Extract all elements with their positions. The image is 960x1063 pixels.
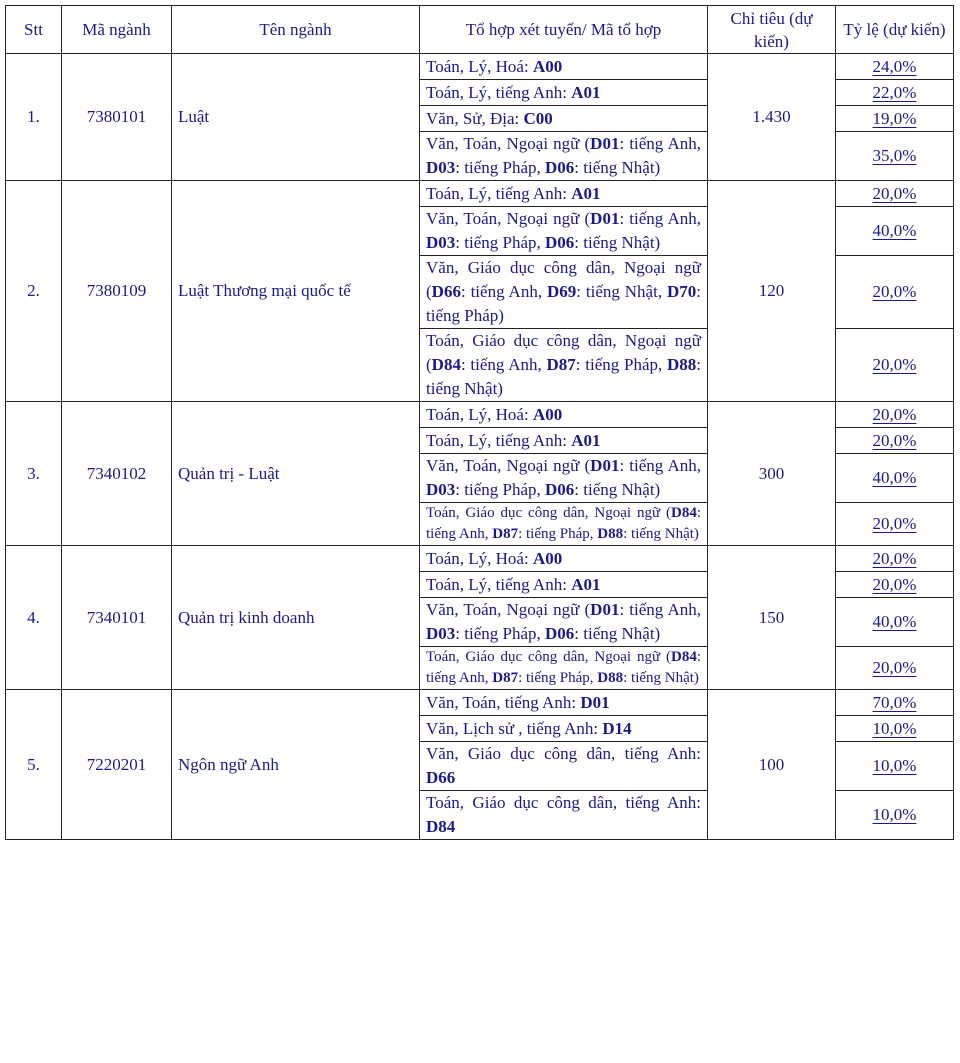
header-major-name: Tên ngành <box>172 6 420 54</box>
combination-code: D84 <box>431 355 461 374</box>
combination-code: D87 <box>492 670 519 686</box>
major-code: 7380109 <box>62 181 172 402</box>
table-row <box>6 690 954 716</box>
ratio-cell <box>836 181 954 207</box>
major-name: Ngôn ngữ Anh <box>172 690 420 840</box>
subject-combination <box>420 54 708 80</box>
combination-text: : tiếng Pháp, <box>455 480 545 499</box>
combination-code: D06 <box>545 158 575 177</box>
ratio-value: 10,0% <box>872 805 917 824</box>
ratio-value: 20,0% <box>872 514 917 533</box>
combination-text: : tiếng Anh, <box>460 282 547 301</box>
major-quota: 120 <box>708 181 836 402</box>
combination-code: A01 <box>571 183 601 203</box>
major-name: Luật <box>172 54 420 181</box>
combination-code: D01 <box>580 692 610 712</box>
ratio-value: 20,0% <box>872 430 917 450</box>
combination-code: D66 <box>431 282 461 301</box>
combination-code: D03 <box>426 158 456 177</box>
admissions-table <box>5 5 954 840</box>
combination-code: D88 <box>666 355 697 374</box>
header-stt: Stt <box>6 6 62 54</box>
combination-text: : tiếng Nhật) <box>574 233 661 252</box>
header-subject-combination: Tổ hợp xét tuyển/ Mã tổ hợp <box>420 6 708 54</box>
major-name: Quản trị kinh doanh <box>172 546 420 690</box>
combination-text: : tiếng Anh, <box>426 505 701 542</box>
ratio-cell <box>836 54 954 80</box>
combination-text: : tiếng Pháp, <box>455 233 545 252</box>
combination-code: D06 <box>545 233 575 252</box>
table-row <box>6 54 954 80</box>
ratio-value: 20,0% <box>872 658 917 677</box>
ratio-cell <box>836 428 954 454</box>
combination-text: Văn, Giáo dục công dân, Ngoại ngữ ( <box>426 258 701 301</box>
subject-combination <box>420 132 708 181</box>
combination-code: D01 <box>590 209 620 228</box>
combination-subjects: Toán, Giáo dục công dân, tiếng Anh: <box>426 793 701 812</box>
combination-text: Toán, Giáo dục công dân, Ngoại ngữ ( <box>426 505 671 521</box>
combination-text: Văn, Toán, Ngoại ngữ ( <box>426 600 591 619</box>
ratio-cell <box>836 132 954 181</box>
major-stt: 4. <box>6 546 62 690</box>
subject-combination <box>420 402 708 428</box>
subject-combination <box>420 647 708 690</box>
ratio-value: 19,0% <box>872 108 917 128</box>
combination-code: A01 <box>571 82 601 102</box>
ratio-cell <box>836 402 954 428</box>
major-stt: 3. <box>6 402 62 546</box>
ratio-value: 20,0% <box>872 574 917 594</box>
combination-text: : tiếng Nhật) <box>426 355 701 398</box>
ratio-cell <box>836 80 954 106</box>
ratio-value: 20,0% <box>872 355 917 374</box>
combination-text: : tiếng Anh, <box>619 134 701 153</box>
combination-text: : tiếng Nhật, <box>576 282 667 301</box>
subject-combination <box>420 207 708 256</box>
subject-combination <box>420 546 708 572</box>
combination-code: D84 <box>670 649 697 665</box>
combination-text: : tiếng Nhật) <box>574 624 661 643</box>
combination-code: D84 <box>426 817 456 836</box>
combination-text: Toán, Giáo dục công dân, Ngoại ngữ ( <box>426 331 701 374</box>
major-code: 7340102 <box>62 402 172 546</box>
header-ratio: Tỷ lệ (dự kiến) <box>836 6 954 54</box>
combination-text: : tiếng Pháp, <box>575 355 667 374</box>
ratio-value: 40,0% <box>872 612 917 631</box>
header-row <box>6 6 954 54</box>
major-quota: 1.430 <box>708 54 836 181</box>
subject-combination <box>420 716 708 742</box>
ratio-cell <box>836 106 954 132</box>
table-body <box>6 54 954 840</box>
table-row <box>6 402 954 428</box>
major-name: Quản trị - Luật <box>172 402 420 546</box>
combination-subjects: Toán, Lý, Hoá: <box>426 56 533 76</box>
major-code: 7380101 <box>62 54 172 181</box>
ratio-cell <box>836 256 954 329</box>
ratio-value: 20,0% <box>872 404 917 424</box>
combination-subjects: Toán, Lý, tiếng Anh: <box>426 574 572 594</box>
ratio-value: 24,0% <box>872 56 917 76</box>
combination-text: : tiếng Nhật) <box>623 670 699 686</box>
major-code: 7340101 <box>62 546 172 690</box>
major-stt: 2. <box>6 181 62 402</box>
combination-text: : tiếng Anh, <box>460 355 547 374</box>
ratio-cell <box>836 454 954 503</box>
ratio-value: 22,0% <box>872 82 917 102</box>
header-major-code: Mã ngành <box>62 6 172 54</box>
subject-combination <box>420 256 708 329</box>
ratio-value: 40,0% <box>872 221 917 240</box>
ratio-cell <box>836 572 954 598</box>
combination-subjects: Văn, Giáo dục công dân, tiếng Anh: <box>426 744 701 763</box>
combination-code: A00 <box>532 404 563 424</box>
ratio-cell <box>836 716 954 742</box>
ratio-cell <box>836 546 954 572</box>
subject-combination <box>420 329 708 402</box>
ratio-cell <box>836 207 954 256</box>
combination-text: Văn, Toán, Ngoại ngữ ( <box>426 456 591 475</box>
combination-text: Văn, Toán, Ngoại ngữ ( <box>426 134 591 153</box>
subject-combination <box>420 181 708 207</box>
combination-code: D01 <box>590 134 620 153</box>
combination-code: A01 <box>571 430 601 450</box>
combination-code: D06 <box>545 624 575 643</box>
table-row <box>6 546 954 572</box>
ratio-cell <box>836 647 954 690</box>
combination-subjects: Toán, Lý, Hoá: <box>426 548 533 568</box>
header-quota: Chỉ tiêu (dự kiến) <box>708 6 836 54</box>
ratio-value: 20,0% <box>872 282 917 301</box>
ratio-cell <box>836 503 954 546</box>
subject-combination <box>420 106 708 132</box>
combination-subjects: Toán, Lý, tiếng Anh: <box>426 430 572 450</box>
subject-combination <box>420 598 708 647</box>
ratio-cell <box>836 742 954 791</box>
combination-text: : tiếng Anh, <box>619 209 701 228</box>
combination-text: : tiếng Anh, <box>619 456 701 475</box>
combination-text: : tiếng Pháp, <box>518 526 598 542</box>
subject-combination <box>420 572 708 598</box>
subject-combination <box>420 690 708 716</box>
combination-code: D88 <box>597 526 624 542</box>
combination-text: : tiếng Anh, <box>426 649 701 686</box>
combination-subjects: Toán, Lý, tiếng Anh: <box>426 82 572 102</box>
ratio-cell <box>836 791 954 840</box>
ratio-value: 35,0% <box>872 146 917 165</box>
major-code: 7220201 <box>62 690 172 840</box>
combination-code: A00 <box>532 56 563 76</box>
combination-code: D84 <box>670 505 697 521</box>
subject-combination <box>420 791 708 840</box>
combination-code: D87 <box>546 355 576 374</box>
combination-code: D66 <box>426 768 456 787</box>
ratio-cell <box>836 329 954 402</box>
subject-combination <box>420 428 708 454</box>
combination-text: : tiếng Nhật) <box>623 526 699 542</box>
combination-code: D06 <box>545 480 575 499</box>
major-stt: 1. <box>6 54 62 181</box>
combination-code: A00 <box>532 548 563 568</box>
combination-code: D87 <box>492 526 519 542</box>
combination-text: : tiếng Nhật) <box>574 480 661 499</box>
combination-text: : tiếng Anh, <box>619 600 701 619</box>
subject-combination <box>420 454 708 503</box>
major-name: Luật Thương mại quốc tế <box>172 181 420 402</box>
combination-subjects: Văn, Sử, Địa: <box>426 108 524 128</box>
combination-text: : tiếng Pháp, <box>518 670 598 686</box>
ratio-value: 70,0% <box>872 692 917 712</box>
major-quota: 150 <box>708 546 836 690</box>
ratio-value: 20,0% <box>872 548 917 568</box>
combination-code: D01 <box>590 600 620 619</box>
ratio-cell <box>836 690 954 716</box>
combination-code: D70 <box>666 282 697 301</box>
ratio-value: 40,0% <box>872 468 917 487</box>
combination-text: Văn, Toán, Ngoại ngữ ( <box>426 209 591 228</box>
table-row <box>6 181 954 207</box>
combination-code: D03 <box>426 480 456 499</box>
ratio-value: 10,0% <box>872 756 917 775</box>
combination-code: D01 <box>590 456 620 475</box>
combination-text: : tiếng Pháp, <box>455 158 545 177</box>
combination-subjects: Văn, Toán, tiếng Anh: <box>426 692 581 712</box>
combination-text: : tiếng Pháp, <box>455 624 545 643</box>
major-quota: 100 <box>708 690 836 840</box>
combination-code: D03 <box>426 233 456 252</box>
ratio-cell <box>836 598 954 647</box>
combination-code: D03 <box>426 624 456 643</box>
ratio-value: 20,0% <box>872 183 917 203</box>
major-quota: 300 <box>708 402 836 546</box>
combination-code: D69 <box>546 282 577 301</box>
combination-code: D14 <box>602 718 632 738</box>
combination-text: Toán, Giáo dục công dân, Ngoại ngữ ( <box>426 649 671 665</box>
combination-code: A01 <box>571 574 601 594</box>
subject-combination <box>420 742 708 791</box>
combination-code: D88 <box>597 670 624 686</box>
combination-subjects: Văn, Lịch sử , tiếng Anh: <box>426 718 603 738</box>
subject-combination <box>420 503 708 546</box>
major-stt: 5. <box>6 690 62 840</box>
combination-subjects: Toán, Lý, tiếng Anh: <box>426 183 572 203</box>
combination-code: C00 <box>523 108 553 128</box>
combination-text: : tiếng Pháp) <box>426 282 701 325</box>
combination-subjects: Toán, Lý, Hoá: <box>426 404 533 424</box>
subject-combination <box>420 80 708 106</box>
combination-text: : tiếng Nhật) <box>574 158 661 177</box>
ratio-value: 10,0% <box>872 718 917 738</box>
